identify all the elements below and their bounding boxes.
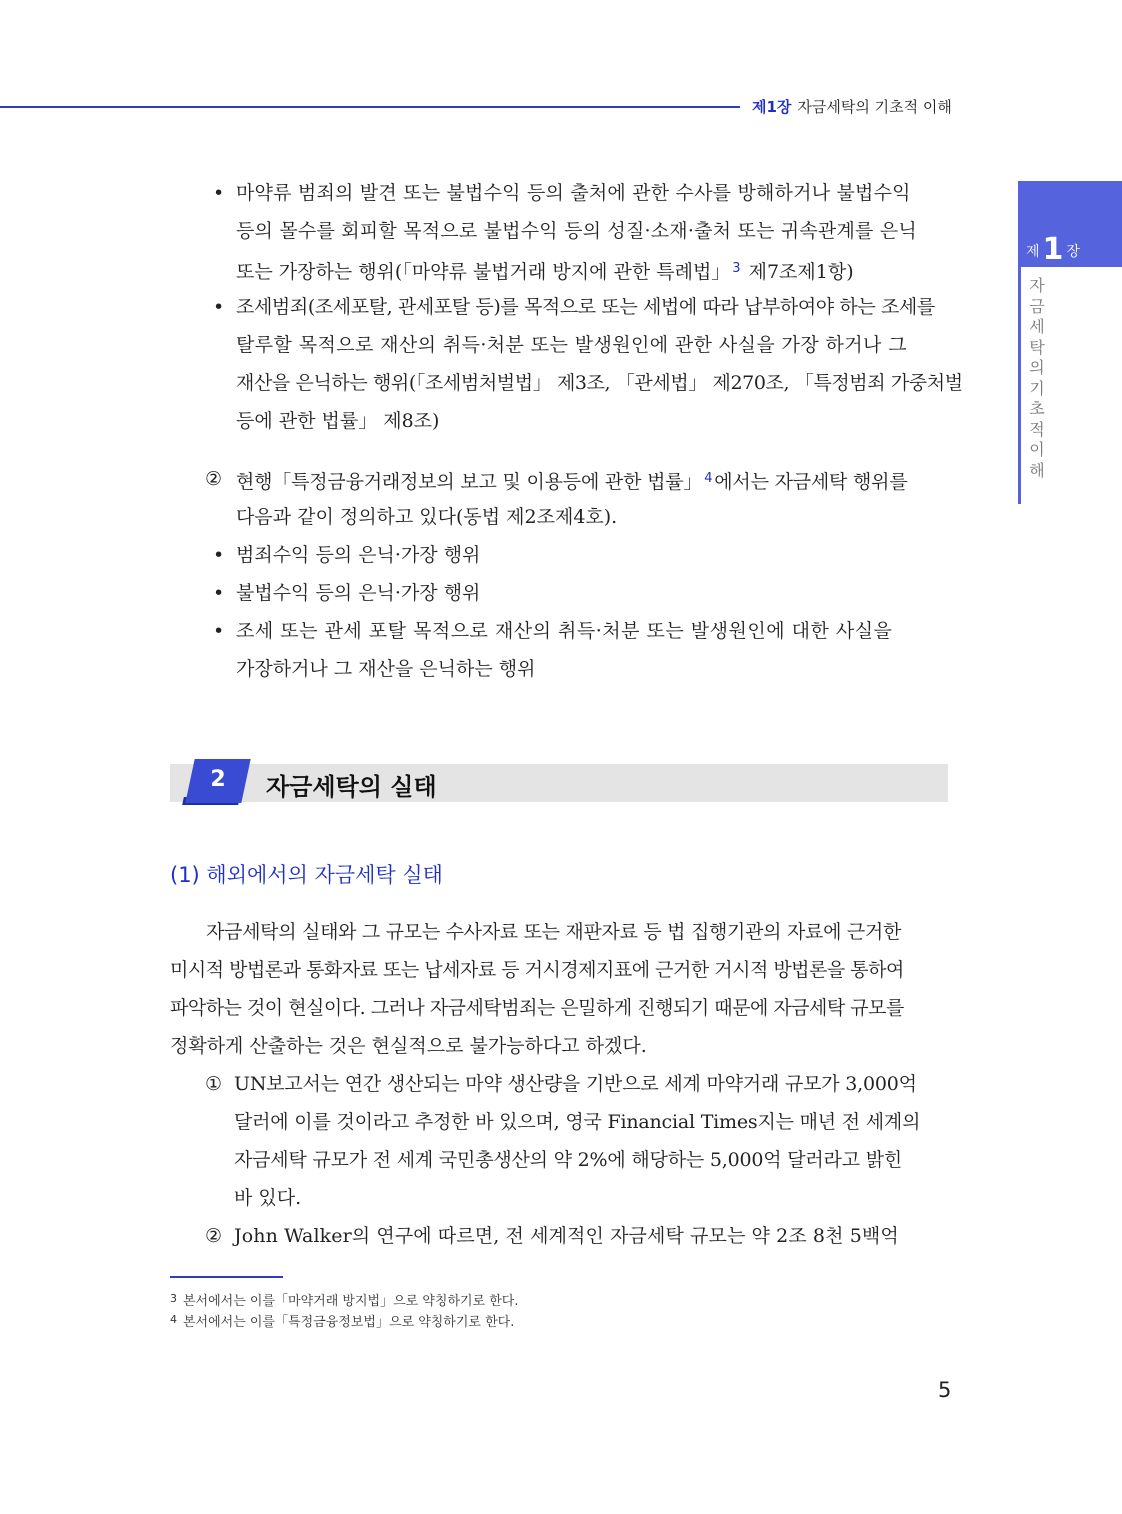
footnote-rule	[170, 1276, 283, 1278]
text-line: UN보고서는 연간 생산되는 마약 생산량을 기반으로 세계 마약거래 규모가 3,000억	[234, 1073, 917, 1095]
header-title: 자금세탁의 기초적 이해	[797, 98, 952, 116]
text-line-part: 제7조제1항)	[742, 261, 854, 283]
side-tab-number: 1	[1042, 232, 1064, 267]
text-line	[236, 467, 908, 494]
bullet-mark: •	[213, 182, 225, 204]
footnote-number: 3	[170, 1292, 177, 1305]
text-line: 정확하게 산출하는 것은 현실적으로 불가능하다고 하겠다.	[170, 1035, 647, 1057]
list-marker: ②	[205, 468, 223, 490]
text-line: 마약류 범죄의 발견 또는 불법수익 등의 출처에 관한 수사를 방해하거나 불법수익	[236, 182, 911, 204]
bullet-mark: •	[213, 620, 225, 642]
text-line: 불법수익 등의 은닉·가장 행위	[236, 582, 481, 604]
text-line: 가장하거나 그 재산을 은닉하는 행위	[236, 658, 536, 680]
text-line: 재산을 은닉하는 행위(「조세범처벌법」 제3조, 「관세법」 제270조, 「특정범죄 가중처벌	[236, 372, 963, 394]
side-tab-title: 자금세탁의 기초적 이해	[1029, 276, 1045, 480]
chapter-side-line	[1018, 267, 1021, 504]
text-line: 달러에 이를 것이라고 추정한 바 있으며, 영국 Financial Times지는 매년 전 세계의	[234, 1111, 921, 1133]
footnote-ref[interactable]: 3	[732, 261, 741, 276]
bullet-mark: •	[213, 582, 225, 604]
text-line-part: 현행「특정금융거래정보의 보고 및 이용등에 관한 법률」	[236, 471, 703, 493]
text-line-part: 또는 가장하는 행위(「마약류 불법거래 방지에 관한 특례법」	[236, 261, 731, 283]
bullet-mark: •	[213, 296, 225, 318]
list-marker: ①	[205, 1073, 223, 1095]
text-line: 자금세탁의 실태와 그 규모는 수사자료 또는 재판자료 등 법 집행기관의 자료에 근거한	[206, 921, 902, 943]
text-line: 다음과 같이 정의하고 있다(동법 제2조제4호).	[236, 506, 618, 528]
footnote-ref[interactable]: 4	[704, 471, 713, 486]
footnote-text: 본서에서는 이를「특정금융정보법」으로 약칭하기로 한다.	[183, 1315, 515, 1330]
side-tab-prefix: 제	[1026, 244, 1040, 260]
running-header	[752, 96, 952, 117]
footnote	[170, 1290, 519, 1309]
text-line: 바 있다.	[234, 1187, 302, 1209]
section-number: 2	[210, 767, 226, 792]
footnote-number: 4	[170, 1313, 177, 1326]
footnote-text: 본서에서는 이를「마약거래 방지법」으로 약칭하기로 한다.	[183, 1294, 519, 1309]
text-line: 조세 또는 관세 포탈 목적으로 재산의 취득·처분 또는 발생원인에 대한 사실을	[236, 620, 893, 642]
header-rule	[0, 106, 740, 108]
side-tab-label	[1026, 232, 1080, 267]
text-line: 등에 관한 법률」 제8조)	[236, 410, 440, 432]
text-line: 조세범죄(조세포탈, 관세포탈 등)를 목적으로 또는 세법에 따라 납부하여야 하는 조세를	[236, 296, 935, 318]
subsection-title: (1) 해외에서의 자금세탁 실태	[170, 863, 443, 887]
section-title: 자금세탁의 실태	[266, 773, 437, 801]
text-line: 자금세탁 규모가 전 세계 국민총생산의 약 2%에 해당하는 5,000억 달러라고 밝힌	[234, 1149, 902, 1171]
footnote	[170, 1311, 514, 1330]
text-line: 범죄수익 등의 은닉·가장 행위	[236, 544, 481, 566]
text-line: 등의 몰수를 회피할 목적으로 불법수익 등의 성질·소재·출처 또는 귀속관계를 은닉	[236, 220, 917, 242]
list-marker: ②	[205, 1225, 223, 1247]
bullet-mark: •	[213, 544, 225, 566]
side-tab-suffix: 장	[1066, 244, 1080, 260]
text-line: John Walker의 연구에 따르면, 전 세계적인 자금세탁 규모는 약 2조 8천 5백억	[234, 1225, 899, 1247]
page-number: 5	[938, 1378, 952, 1402]
text-line: 미시적 방법론과 통화자료 또는 납세자료 등 거시경제지표에 근거한 거시적 방법론을 통하여	[170, 959, 904, 981]
text-line-part: 에서는 자금세탁 행위를	[714, 471, 908, 493]
text-line	[236, 257, 854, 284]
text-line: 탈루할 목적으로 재산의 취득·처분 또는 발생원인에 관한 사실을 가장 하거나 그	[236, 334, 907, 356]
text-line: 파악하는 것이 현실이다. 그러나 자금세탁범죄는 은밀하게 진행되기 때문에 자금세탁 규모를	[170, 997, 904, 1019]
header-chapter: 제1장	[752, 98, 792, 116]
